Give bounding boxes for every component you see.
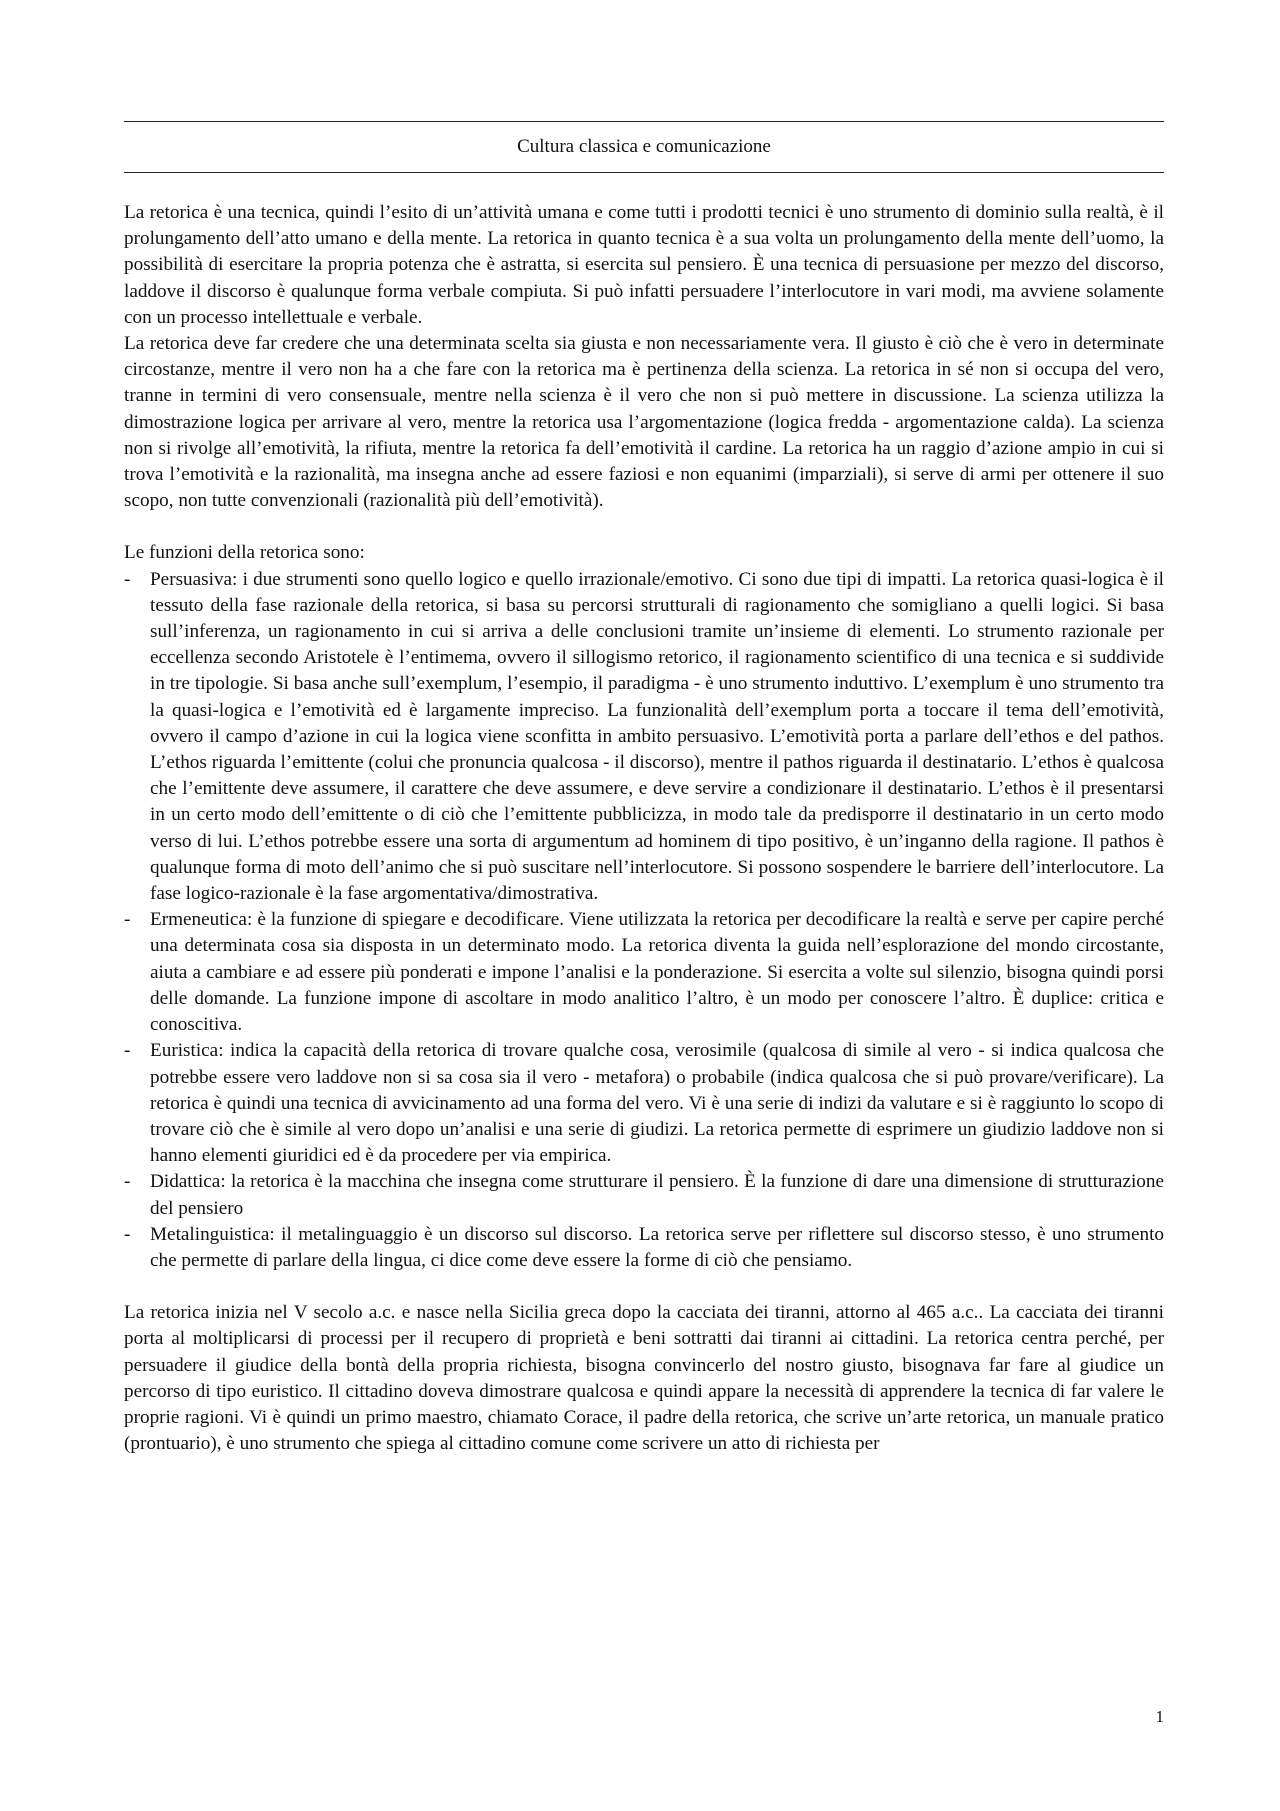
paragraph-spacer [124, 514, 1164, 540]
document-body [124, 200, 1164, 1457]
paragraph-truth-vs-just: La retorica deve far credere che una determinata scelta sia giusta e non necessariamente vera. Il giusto è ciò che è vero in determinate circostanze, mentre il vero non ha a che fare con la retorica ma è pertinenza della scienza. La retorica in sé non si occupa del vero, tranne in termini di vero consensuale, mentre nella scienza è il vero che non si può mettere in discussione. La scienza utilizza la dimostrazione logica per arrivare al vero, mentre la retorica usa l’argomentazione (logica fredda - argomentazione calda). La scienza non si rivolge all’emotività, la rifiuta, mentre la retorica fa dell’emotività il cardine. La retorica ha un raggio d’azione ampio in cui si trova l’emotività e la razionalità, ma insegna anche ad essere faziosi e non equanimi (imparziali), si serve di armi per ottenere il suo scopo, non tutte convenzionali (razionalità più dell’emotività). [124, 333, 1164, 512]
page-header-title: Cultura classica e comunicazione [517, 136, 771, 157]
list-item-euristica: - Euristica: indica la capacità della retorica di trovare qualche cosa, verosimile (qualcosa di simile al vero - si indica qualcosa che potrebbe essere vero laddove non si sa cosa sia il vero - metafora) o probabile (indica qualcosa che si può provare/verificare). La retorica è quindi una tecnica di avvicinamento ad una forma del vero. Vi è una serie di indizi da valutare e si è raggiunto lo scopo di trovare ciò che è simile al vero dopo un’analisi e una serie di giudizi. La retorica permette di esprimere un giudizio laddove non si hanno elementi giuridici ed è da procedere per via empirica. [124, 1038, 1164, 1169]
paragraph-definition: La retorica è una tecnica, quindi l’esito di un’attività umana e come tutti i prodotti tecnici è uno strumento di dominio sulla realtà, è il prolungamento dell’atto umano e della mente. La retorica in quanto tecnica è a sua volta un prolungamento della mente dell’uomo, la possibilità di esercitare la propria potenza che è astratta, si esercita sul pensiero. È una tecnica di persuasione per mezzo del discorso, laddove il discorso è qualunque forma verbale compiuta. Si può infatti persuadere l’interlocutore in vari modi, ma avviene solamente con un processo intellettuale e verbale. [124, 202, 1164, 328]
page-number: 1 [1155, 1707, 1164, 1726]
list-item-metalinguistica: - Metalinguistica: il metalinguaggio è un discorso sul discorso. La retorica serve per riflettere sul discorso stesso, è uno strumento che permette di parlare della lingua, ci dice come deve essere la forme di ciò che pensiamo. [124, 1222, 1164, 1274]
list-item-ermeneutica: - Ermeneutica: è la funzione di spiegare e decodificare. Viene utilizzata la retorica per decodificare la realtà e serve per capire perché una determinata cosa sia disposta in un determinato modo. La retorica diventa la guida nell’esplorazione del mondo circostante, aiuta a cambiare e ad essere più ponderati e impone l’analisi e la ponderazione. Si esercita a volte sul silenzio, bisogna quindi porsi delle domande. La funzione impone di ascoltare in modo analitico l’altro, è un modo per conoscere l’altro. È duplice: critica e conoscitiva. [124, 907, 1164, 1038]
list-item-didattica: - Didattica: la retorica è la macchina che insegna come strutturare il pensiero. È la funzione di dare una dimensione di strutturazione del pensiero [124, 1169, 1164, 1221]
document-page [124, 0, 1164, 1811]
paragraph-spacer [124, 1274, 1164, 1300]
functions-list [124, 567, 1164, 1274]
paragraph-history: La retorica inizia nel V secolo a.c. e nasce nella Sicilia greca dopo la cacciata dei tiranni, attorno al 465 a.c.. La cacciata dei tiranni porta al moltiplicarsi di processi per il recupero di proprietà e beni sottratti dai tiranni ai cittadini. La retorica centra perché, per persuadere il giudice della bontà della propria richiesta, bisogna convincerlo del nostro giusto, bisognava far fare al giudice un percorso di tipo euristico. Il cittadino doveva dimostrare qualcosa e quindi appare la necessità di apprendere la tecnica di far valere le proprie ragioni. Vi è quindi un primo maestro, chiamato Corace, il padre della retorica, che scrive un’arte retorica, un manuale pratico (prontuario), è uno strumento che spiega al cittadino comune come scrivere un atto di richiesta per [124, 1302, 1164, 1455]
header-bottom-rule [124, 172, 1164, 173]
list-item-persuasiva: - Persuasiva: i due strumenti sono quello logico e quello irrazionale/emotivo. Ci sono due tipi di impatti. La retorica quasi-logica è il tessuto della fase razionale della retorica, si basa su percorsi strutturali di ragionamento che somigliano a quelli logici. Si basa sull’inferenza, un ragionamento in cui si arriva a delle conclusioni tramite un’insieme di elementi. Lo strumento razionale per eccellenza secondo Aristotele è l’entimema, ovvero il sillogismo retorico, il ragionamento scientifico di una tecnica e si suddivide in tre tipologie. Si basa anche sull’exemplum, l’esempio, il paradigma - è uno strumento induttivo. L’exemplum è uno strumento tra la quasi-logica e l’emotività ed è largamente impreciso. La funzionalità dell’exemplum porta a toccare il tema dell’emotività, ovvero il campo d’azione in cui la logica viene sconfitta in ambito persuasivo. L’emotività porta a parlare dell’ethos e del pathos. L’ethos riguarda l’emittente (colui che pronuncia qualcosa - il discorso), mentre il pathos riguarda il destinatario. L’ethos è qualcosa che l’emittente deve assumere, il carattere che deve assumere, e deve servire a condizionare il destinatario. L’ethos è il presentarsi in un certo modo dell’emittente o di ciò che l’emittente pubblicizza, in modo tale da predisporre il destinatario in un certo modo verso di lui. L’ethos potrebbe essere una sorta di argumentum ad hominem di tipo positivo, è un’inganno della ragione. Il pathos è qualunque forma di moto dell’animo che si può suscitare nell’interlocutore. Si possono sospendere le barriere dell’interlocutore. La fase logico-razionale è la fase argomentativa/dimostrativa. [124, 567, 1164, 908]
functions-intro: Le funzioni della retorica sono: [124, 542, 365, 564]
header-top-rule [124, 121, 1164, 122]
